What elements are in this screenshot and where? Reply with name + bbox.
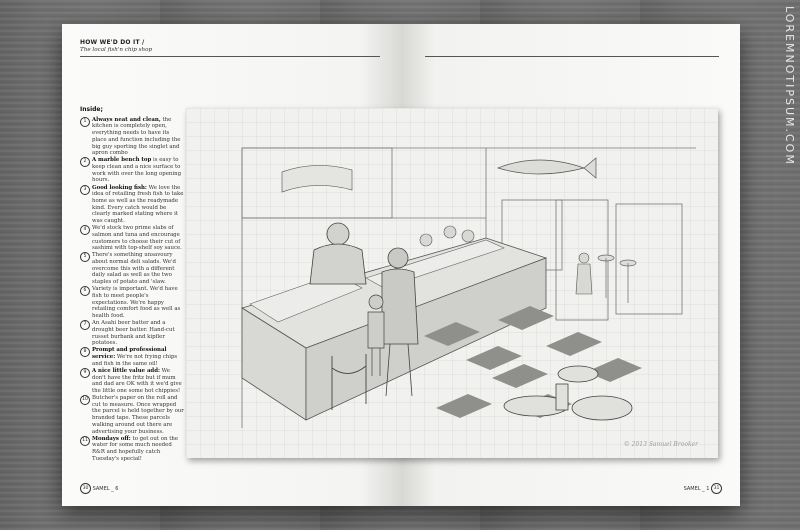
page-number: 30 [80,483,91,494]
item-number: 3 [80,185,90,195]
shop-sketch [186,108,718,458]
inside-item [80,286,184,320]
header-title: HOW WE'D DO IT / [80,39,145,46]
inside-heading: Inside; [80,106,103,113]
inside-item [80,225,184,252]
item-bold: A marble bench top [92,157,152,164]
item-text: We love the idea of retailing fresh fish to take home as well as the readymade kind. Every catch would be clearly marked stating where it was caught. [92,184,184,225]
item-number: 4 [80,225,90,235]
item-text: is easy to keep clean and a nice surface to work with over the long opening hours. [92,157,182,184]
right-folio [684,483,722,494]
item-number: 6 [80,286,90,296]
inside-list [80,107,184,463]
inside-item [80,252,184,286]
item-text: We don't have the fritz but if mum and dad are OK with it we'd give the little one some hot chippies! [92,367,182,394]
item-number: 2 [80,157,90,167]
watermark-text: LOREMNOTIPSUM.COM [783,6,796,166]
header-subtitle: The local fish'n chip shop [80,47,153,53]
page-number: 31 [711,483,722,494]
item-number: 10 [80,395,90,405]
folio-label: SAMEL _ 6 [92,486,119,492]
item-text: the kitchen is completely open, everything needs to have its place and function including the big guy sporting the singlet and apron combo [92,116,181,157]
inside-item [80,185,184,225]
item-bold: Always neat and clean, [92,116,161,123]
item-list [80,117,184,463]
item-text: Butcher's paper on the roll and cut to measure. Once wrapped the parcel is held together by our branded tape. These parcels walking around out there are advertising your business. [92,395,184,435]
inside-item [80,436,184,463]
sketch-illustration [186,108,718,458]
item-number: 9 [80,368,90,378]
inside-item [80,157,184,184]
folio-label: SAMEL _ 1 [683,486,710,492]
item-bold: A nice little value add: [92,367,160,374]
item-text: There's something unsavoury about normal deli salads. We'd overcome this with a different daily salad as well as the two staples of potato and 'slaw. [92,252,176,286]
magazine-spread [62,24,740,506]
inside-item [80,117,184,157]
inside-item [80,320,184,347]
header-rule [425,56,719,57]
inside-item [80,368,184,395]
left-folio [80,483,118,494]
artist-signature: © 2013 Samuel Brooker [623,441,698,448]
header-rule [80,56,380,57]
item-text: An Asahi beer batter and a drought beer batter. Hand-cut russet burbank and kipfler potatoes. [92,320,175,347]
item-text: We'd stock two prime slabs of salmon and tuna and encourage customers to choose their cut of sashimi with top-shelf soy sauce. [92,225,182,252]
item-text: Variety is important. We'd have fish to meet people's expectations. We're happy retailing comfort food as well as health food. [92,286,181,320]
item-text: to get out on the water for some much needed R&R and hopefully catch Tuesday's special! [92,435,179,462]
item-bold: Good looking fish: [92,184,147,191]
item-number: 8 [80,347,90,357]
item-number: 11 [80,436,90,446]
inside-item [80,347,184,367]
inside-item [80,395,184,435]
item-number: 1 [80,117,90,127]
item-text: We're not frying chips and fish in the same oil! [92,354,178,367]
item-number: 7 [80,320,90,330]
item-number: 5 [80,252,90,262]
item-bold: Mondays off: [92,435,131,442]
item-bold: Prompt and professional service: [92,347,167,361]
